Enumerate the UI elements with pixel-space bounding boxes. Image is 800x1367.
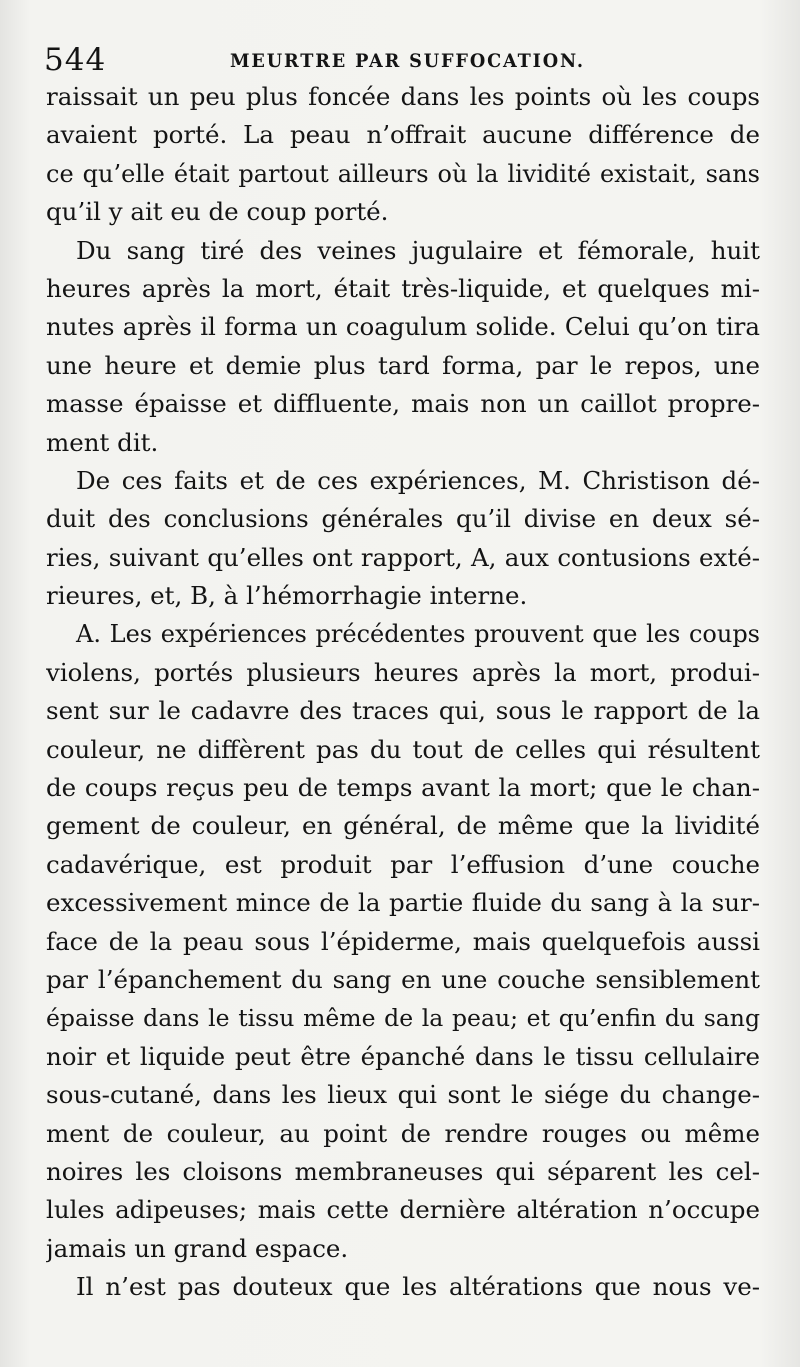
text-line: raissait un peu plus foncée dans les points où les coups — [46, 82, 760, 111]
text-line: gement de couleur, en général, de même que la lividité — [46, 811, 760, 841]
text-line: noires les cloisons membraneuses qui séparent les cel- — [46, 1156, 760, 1186]
page-number: 544 — [44, 42, 107, 78]
text-line: duit des conclusions générales qu’il divise en deux sé- — [46, 504, 760, 534]
text-line: noir et liquide peut être épanché dans le tissu cellulaire — [46, 1041, 760, 1071]
body-text — [46, 78, 760, 1307]
text-line: par l’épanchement du sang en une couche sensiblement — [46, 964, 760, 994]
text-line: qu’il y ait eu de coup porté. — [46, 197, 389, 227]
text-line: De ces faits et de ces expériences, M. Christison dé- — [76, 465, 760, 495]
running-head: MEURTRE PAR SUFFOCATION. — [230, 50, 585, 72]
text-line: ment de couleur, au point de rendre rouges ou même — [46, 1118, 760, 1148]
text-line: masse épaisse et diffluente, mais non un caillot propre- — [46, 389, 760, 419]
text-line: ries, suivant qu’elles ont rapport, A, aux contusions exté- — [46, 542, 760, 572]
text-line: une heure et demie plus tard forma, par le repos, une — [46, 350, 760, 380]
text-line: sous-cutané, dans les lieux qui sont le siége du change- — [46, 1080, 760, 1110]
text-line: Il n’est pas douteux que les altérations que nous ve- — [76, 1272, 760, 1302]
text-line: heures après la mort, était très-liquide, et quelques mi- — [46, 273, 760, 303]
text-line: ce qu’elle était partout ailleurs où la lividité existait, sans — [46, 159, 760, 188]
text-line: avaient porté. La peau n’offrait aucune différence de — [46, 120, 760, 150]
text-line: violens, portés plusieurs heures après la mort, produi- — [46, 657, 760, 687]
text-line: de coups reçus peu de temps avant la mort; que le chan- — [46, 773, 760, 803]
text-line: nutes après il forma un coagulum solide. Celui qu’on tira — [46, 312, 760, 342]
text-line: épaisse dans le tissu même de la peau; et qu’enfin du sang — [46, 1004, 760, 1033]
text-line: rieures, et, B, à l’hémorrhagie interne. — [46, 581, 528, 611]
text-line: ment dit. — [46, 427, 159, 457]
text-line: jamais un grand espace. — [46, 1233, 349, 1263]
text-line: sent sur le cadavre des traces qui, sous le rapport de la — [46, 696, 760, 726]
text-line: A. Les expériences précédentes prouvent que les coups — [76, 620, 760, 649]
page-header — [44, 40, 764, 80]
text-line: cadavérique, est produit par l’effusion d’une couche — [46, 849, 760, 879]
text-line: excessivement mince de la partie fluide du sang à la sur- — [46, 888, 760, 918]
text-line: Du sang tiré des veines jugulaire et fémorale, huit — [76, 235, 760, 265]
text-line: lules adipeuses; mais cette dernière altération n’occupe — [46, 1195, 760, 1225]
text-line: face de la peau sous l’épiderme, mais quelquefois aussi — [46, 926, 760, 956]
text-line: couleur, ne diffèrent pas du tout de celles qui résultent — [46, 734, 760, 764]
